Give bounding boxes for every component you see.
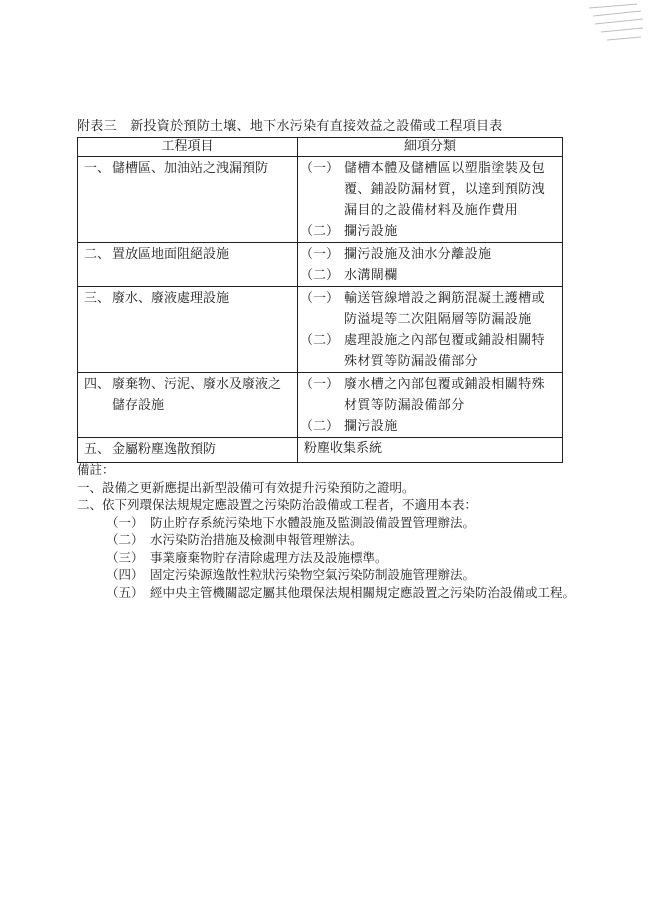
item-cell [78,243,298,287]
item-cell [78,157,298,243]
note-sub-item [77,514,577,532]
note-sub-item [77,549,577,567]
detail-number: （二） [300,224,340,239]
item-number: 四、 [84,377,111,392]
detail-entry [298,330,562,372]
detail-cell [298,287,563,373]
item-text: 儲槽區、加油站之洩漏預防 [112,161,269,176]
detail-text: 攔污設施及油水分離設施 [344,247,492,262]
detail-cell [298,243,563,287]
note-sub-item [77,531,577,549]
table-row [78,373,563,438]
detail-number: （一） [300,161,340,176]
detail-text: 輸送管線增設之鋼筋混凝土護槽或防溢堤等二次阻隔層等防漏設施 [344,291,546,327]
note-item [77,496,577,514]
sub-number: （一） [106,514,144,530]
sub-number: （三） [106,549,144,565]
sub-number: （二） [106,532,144,547]
detail-entry [298,243,562,265]
item-text: 廢水、廢液處理設施 [112,291,230,306]
sub-text: 經中央主管機關認定屬其他環保法規相關規定應設置之污染防治設備或工程。 [150,584,576,600]
detail-number: （一） [300,291,340,306]
table-row [78,243,563,287]
note-item [77,479,577,497]
item-text: 置放區地面阻絕設施 [112,247,230,262]
sub-text: 防止貯存系統污染地下水體設施及監測設備設置管理辦法。 [150,514,476,530]
item-text: 廢棄物、污泥、廢水及廢液之儲存設施 [112,377,282,413]
sub-number: （五） [106,584,144,600]
note-text: 依下列環保法規規定應設置之污染防治設備或工程者，不適用本表： [102,497,478,512]
detail-entry [298,265,562,286]
detail-entry [298,416,562,437]
detail-entry [298,221,562,242]
detail-entry [298,373,562,416]
faint-stamp-mark [585,2,645,50]
item-number: 五、 [84,442,111,457]
item-cell [78,438,298,463]
detail-number: （二） [300,333,340,348]
detail-text: 廢水槽之內部包覆或鋪設相關特殊材質等防漏設備部分 [344,377,546,413]
item-number: 一、 [84,161,111,176]
sub-text: 固定污染源逸散性粒狀污染物空氣污染防制設施管理辦法。 [150,567,476,582]
note-number: 一、 [77,479,103,495]
detail-number: （二） [300,268,340,283]
detail-text: 儲槽本體及儲槽區以塑脂塗裝及包覆、鋪設防漏材質，以達到預防洩漏目的之設備材料及施作費用 [344,161,546,218]
item-number: 三、 [84,291,111,306]
note-sub-item [77,584,577,602]
item-text: 金屬粉塵逸散預防 [112,442,217,457]
note-number: 二、 [77,497,103,512]
item-cell [78,287,298,373]
detail-number: （二） [300,419,340,434]
detail-text: 攔污設施 [344,419,398,434]
sub-text: 水污染防治措施及檢測申報管理辦法。 [150,532,363,547]
header-item: 工程項目 [78,138,298,157]
detail-entry [298,287,562,330]
notes-heading: 備註： [77,462,115,477]
item-cell [78,373,298,438]
sub-text: 事業廢棄物貯存清除處理方法及設施標準。 [150,549,388,565]
note-text: 設備之更新應提出新型設備可有效提升污染預防之證明。 [102,479,415,495]
equipment-table [77,137,563,463]
table-header-row [78,138,563,157]
detail-number: （一） [300,377,340,392]
notes-section [77,461,577,601]
detail-cell [298,438,563,463]
detail-entry [298,157,562,221]
detail-cell [298,373,563,438]
table-row [78,287,563,373]
table-row [78,438,563,463]
table-row [78,157,563,243]
detail-cell [298,157,563,243]
table-title: 附表三 新投資於預防土壤、地下水污染有直接效益之設備或工程項目表 [77,119,503,134]
detail-number: （一） [300,247,340,262]
note-sub-item [77,566,577,584]
detail-text: 處理設施之內部包覆或鋪設相關特殊材質等防漏設備部分 [344,333,546,369]
sub-number: （四） [106,567,144,582]
detail-text: 水溝閘欄 [344,268,398,283]
detail-text: 粉塵收集系統 [304,441,383,456]
header-detail: 細項分類 [298,138,563,157]
item-number: 二、 [84,247,111,262]
detail-text: 攔污設施 [344,224,398,239]
